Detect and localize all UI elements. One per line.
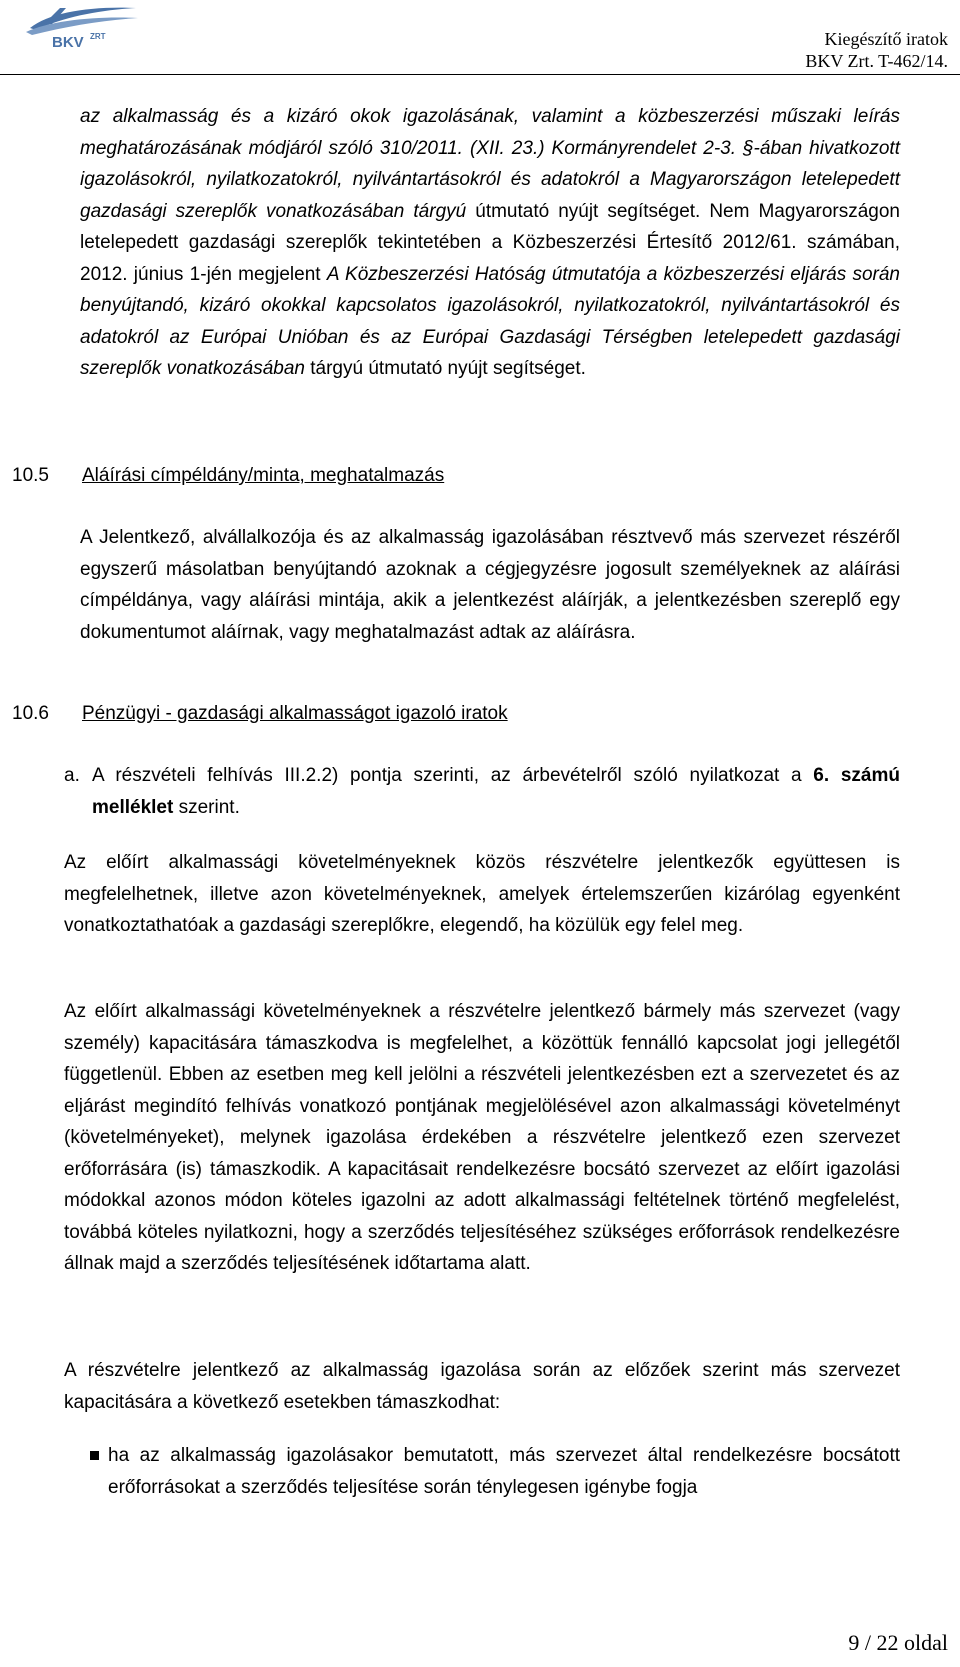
- item-a-main: A részvételi felhívás III.2.2) pontja szerinti, az árbevételről szóló nyilatkozat a: [92, 765, 814, 786]
- logo-text: BKV: [52, 34, 84, 50]
- intro-normal-1: útmutató nyújt segítséget. Nem Magyarországon letelepedett gazdasági szereplők tekintetében a Közbeszerzési Értesítő 2012/61. számában, 2012. június 1-jén megjelent: [80, 200, 900, 285]
- page-number: 9 / 22 oldal: [848, 1630, 948, 1655]
- item-a-label: a.: [64, 765, 80, 786]
- intro-italic: az alkalmasság és a kizáró okok igazolásának, valamint a közbeszerzési műszaki leírás meghatározásának módjáról szóló 310/2011. (XII. 23.) Kormányrendelet 2-3. §-ában hivatkozott igazolásokról, nyilatkozatokról, nyilvántartásokról és adatokról a Magyarországon letelepedett gazdasági szereplők vonatkozásában tárgyú: [80, 106, 900, 222]
- section-10-6-paragraph-1: Az előírt alkalmassági követelményeknek közös részvételre jelentkezők együttesen is megfelelhetnek, illetve azon követelményeknek, amelyek értelemszerűen kizárólag egyenként vonatkoztathatóak a gazdasági szereplőkre, elegendő, ha közülük egy felel meg.: [64, 852, 900, 936]
- doc-id: BKV Zrt. T-462/14.: [805, 51, 948, 71]
- page-header: [0, 0, 960, 78]
- item-a-text: [92, 760, 900, 823]
- item-a-bold: 6. számú melléklet: [92, 765, 900, 818]
- intro-italic-2: A Közbeszerzési Hatóság útmutatója a közbeszerzési eljárás során benyújtandó, kizáró okokkal kapcsolatos igazolásokról, nyilatkozatokról, nyilvántartásokról és adatokról az Európai Unióban és az Európai Gazdasági Térségben letelepedett gazdasági szereplők vonatkozásában: [80, 263, 900, 379]
- section-number-10-5: 10.5: [12, 465, 49, 486]
- section-10-5-paragraph: A Jelentkező, alvállalkozója és az alkalmasság igazolásában résztvevő más szervezet részéről egyszerű másolatban benyújtandó azoknak a cégjegyzésre jogosult személyeknek az aláírási címpéldánya, vagy aláírási mintája, akik a jelentkezést aláírják, a jelentkezésben szereplő egy dokumentumot aláírnak, vagy meghatalmazást adtak az aláírásra.: [80, 527, 900, 643]
- header-info: [805, 28, 948, 72]
- section-title-10-5: Aláírási címpéldány/minta, meghatalmazás: [82, 465, 445, 486]
- intro-normal-2: tárgyú útmutató nyújt segítséget.: [304, 358, 586, 379]
- header-divider: [0, 74, 960, 75]
- item-a-end: szerint.: [173, 796, 240, 818]
- section-10-6-paragraph-2: Az előírt alkalmassági követelményeknek a részvételre jelentkező bármely más szervezet (vagy személy) kapacitására támaszkodva is megfelelhet, a közöttük fennálló kapcsolat jogi jellegétől függetlenül. Ebben az esetben meg kell jelölni a részvételi jelentkezésben ezt a szervezetet és az eljárást megindító felhívás vonatkozó pontjának megjelölésével azon alkalmassági követelményt (követelményeket), melynek igazolása érdekében a részvételre jelentkező ezen szervezet erőforrására (is) támaszkodik. A kapacitásait rendelkezésre bocsátó szervezet az előírt igazolási módokkal azonos módon köteles igazolni az adott alkalmassági feltételnek történő megfelelést, továbbá köteles nyilatkozni, hogy a szerződés teljesítéséhez szükséges erőforrások rendelkezésre állnak majd a szerződés teljesítésének időtartama alatt.: [64, 1001, 900, 1274]
- doc-type: Kiegészítő iratok: [824, 29, 948, 49]
- bullet-item-1: ha az alkalmasság igazolásakor bemutatott, más szervezet által rendelkezésre bocsátott erőforrásokat a szerződés teljesítése során ténylegesen igénybe fogja: [108, 1445, 900, 1498]
- bullet-square-icon: [90, 1451, 99, 1460]
- section-number-10-6: 10.6: [12, 703, 49, 724]
- intro-paragraph: [80, 101, 900, 385]
- bkv-logo: [22, 2, 142, 50]
- section-title-10-6: Pénzügyi - gazdasági alkalmasságot igazoló iratok: [82, 703, 508, 724]
- logo-sup: ZRT: [90, 32, 106, 41]
- section-10-6-paragraph-3: A részvételre jelentkező az alkalmasság igazolása során az előzőek szerint más szervezet kapacitására a következő esetekben támaszkodhat:: [64, 1360, 900, 1413]
